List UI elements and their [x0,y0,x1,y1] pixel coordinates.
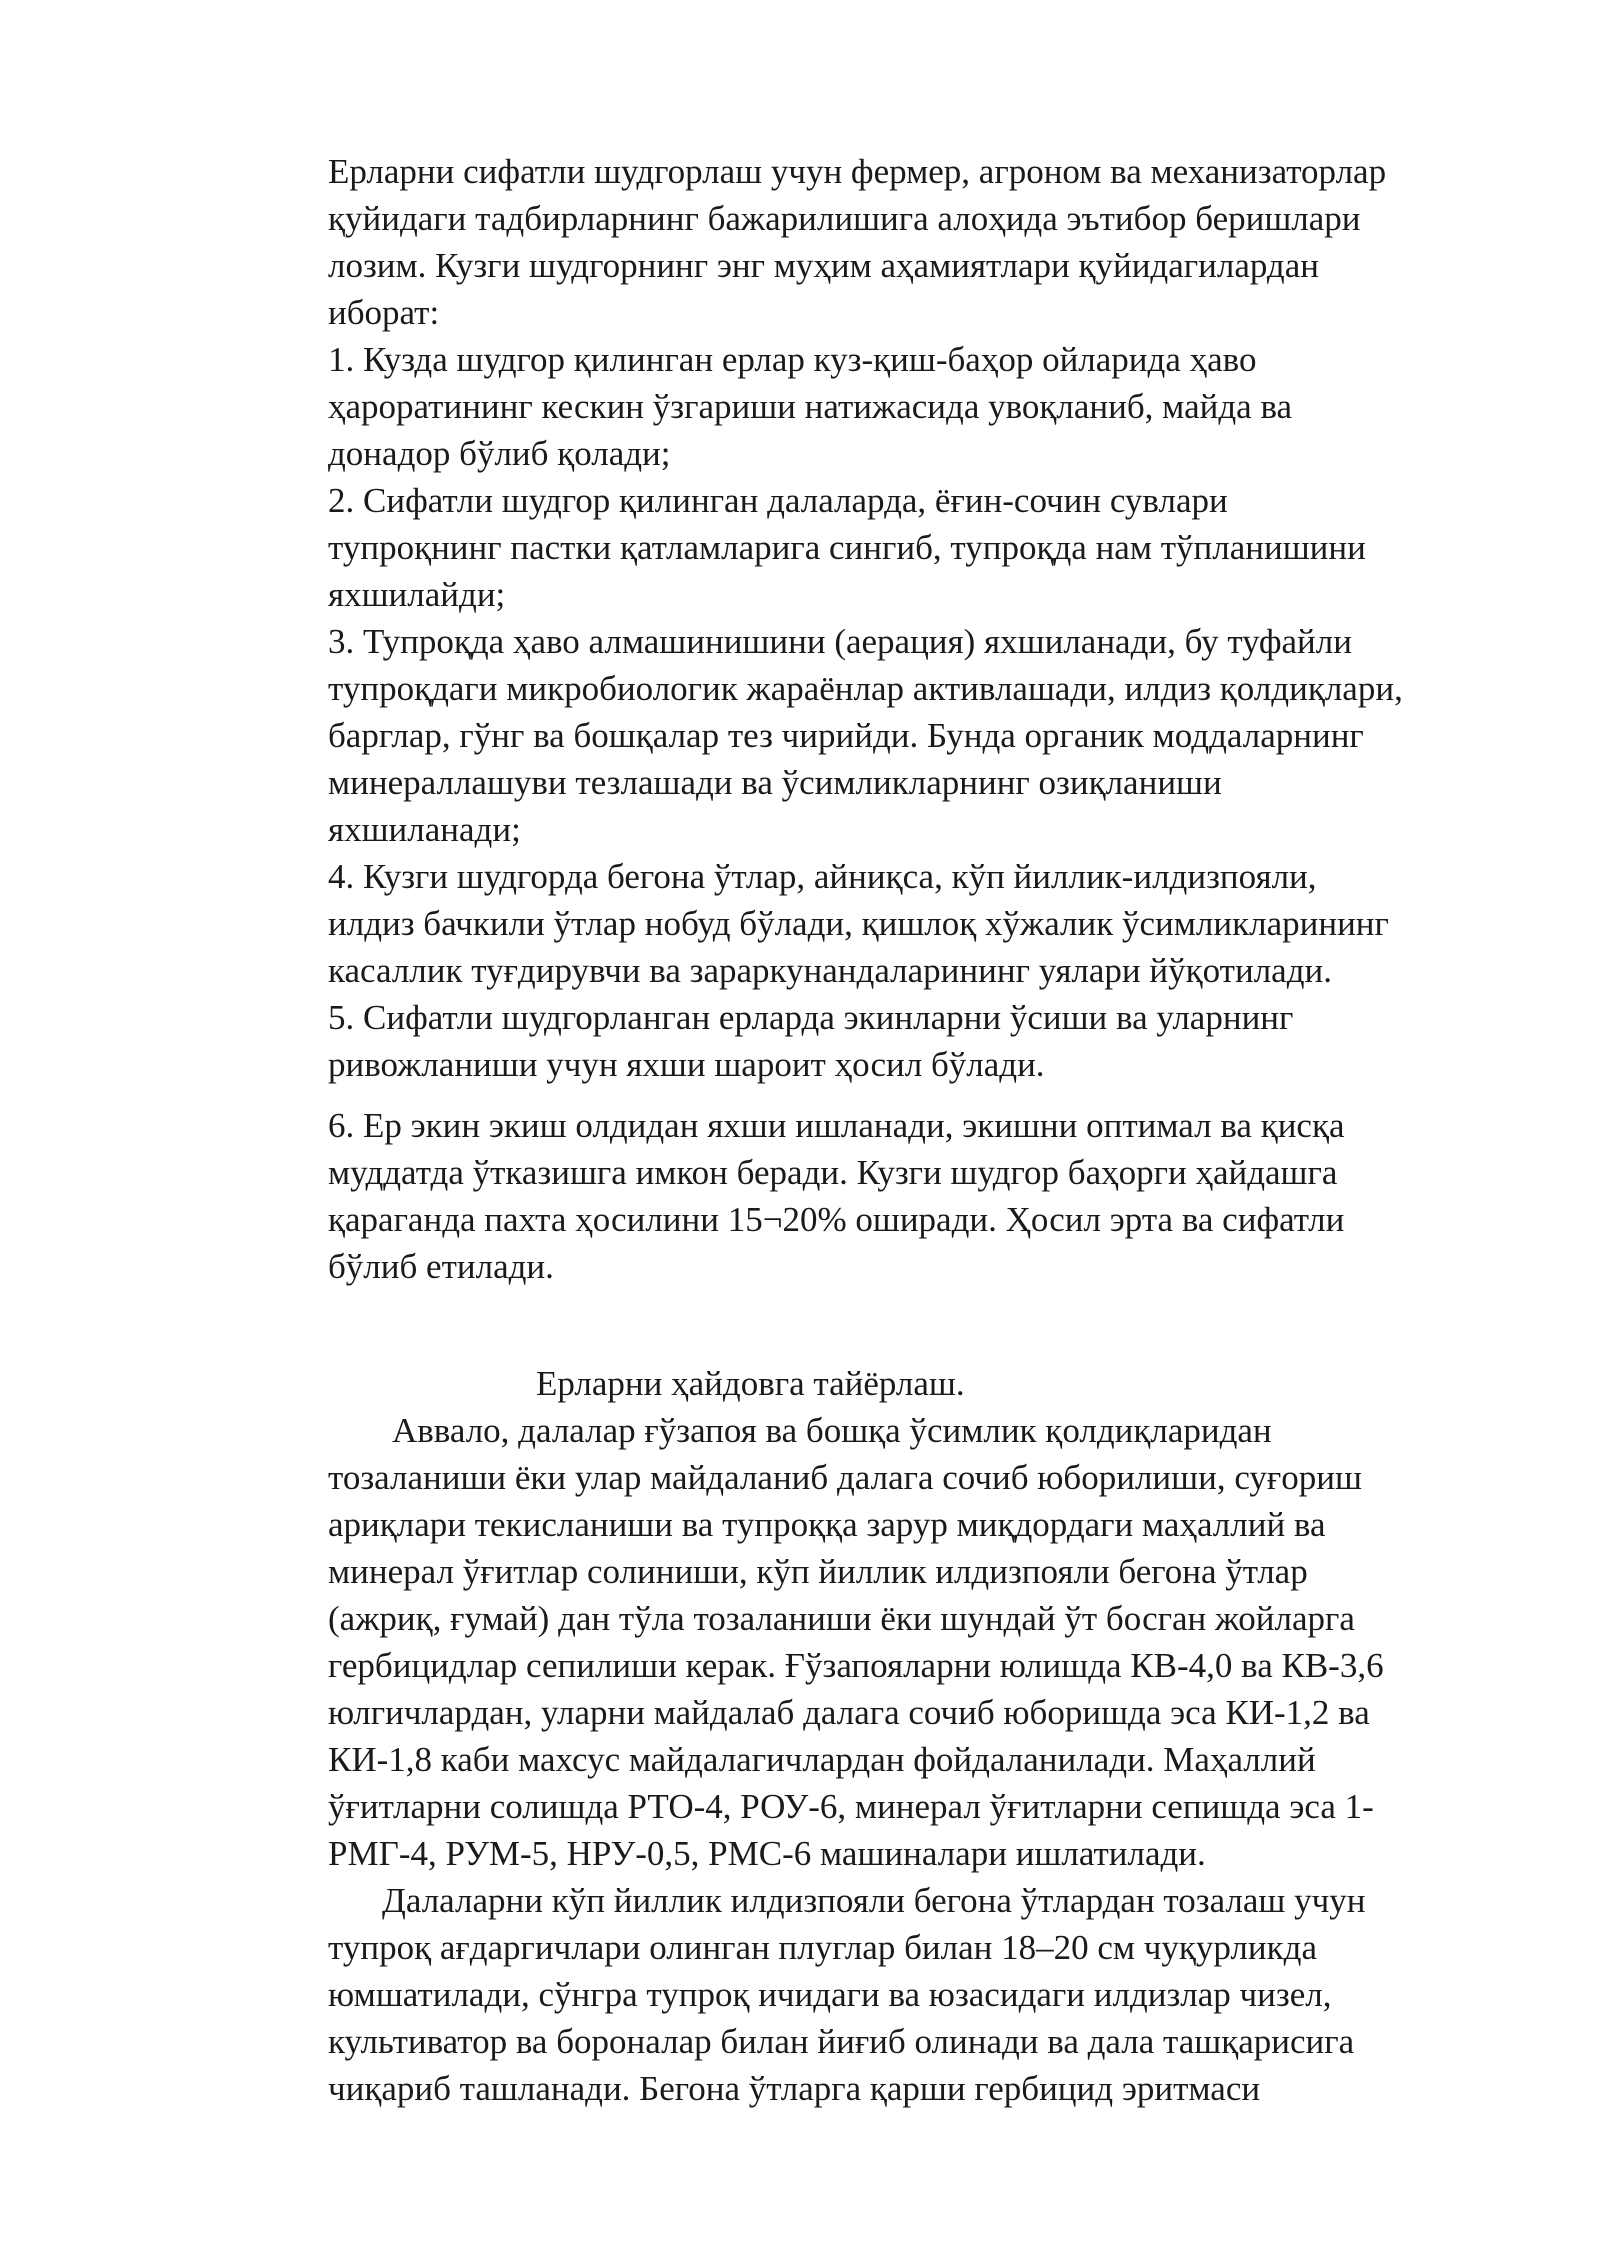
intro-and-numbered-list: Ерларни сифатли шудгорлаш учун фермер, агроном ва механизаторлар қуйидаги тадбирларнинг бажарилишига алоҳида эътибор беришлари лозим. Кузги шудгорнинг энг муҳим аҳамиятлари қуйидагилардан иборат: 1. Кузда шудгор қилинган ерлар куз-қиш-баҳор ойларида ҳаво ҳароратининг кескин ўзгариши натижасида увоқланиб, майда ва донадор бўлиб қолади; 2. Сифатли шудгор қилинган далаларда, ёғин-сочин сувлари тупроқнинг пастки қатламларига сингиб, тупроқда нам тўпланишини яхшилайди; 3. Тупроқда ҳаво алмашинишини (аерация) яхшиланади, бу туфайли тупроқдаги микробиологик жараёнлар активлашади, илдиз қолдиқлари, барглар, гўнг ва бошқалар тез чирийди. Бунда органик моддаларнинг минераллашуви тезлашади ва ўсимликларнинг озиқланиши яхшиланади; 4. Кузги шудгорда бегона ўтлар, айниқса, кўп йиллик-илдизпояли, илдиз бачкили ўтлар нобуд бўлади, қишлоқ хўжалик ўсимликларининг касаллик туғдирувчи ва зараркунандаларининг уялари йўқотилади. 5. Сифатли шудгорланган ерларда экинларни ўсиши ва уларнинг ривожланиши учун яхши шароит ҳосил бўлади. [328,152,1403,1084]
list-item-6: 6. Ер экин экиш олдидан яхши ишланади, экишни оптимал ва қисқа муддатда ўтказишга имкон беради. Кузги шудгор баҳорги ҳайдашга қараганда пахта ҳосилини 15¬20% оширади. Ҳосил эрта ва сифатли бўлиб етилади. [328,1106,1345,1286]
section-title: Ерларни ҳайдовга тайёрлаш. [536,1364,965,1403]
spacer [328,1290,1508,1360]
document-page [328,148,1508,2112]
paragraph-preparation: Аввало, далалар ғўзапоя ва бошқа ўсимлик қолдиқларидан тозаланиши ёки улар майдаланиб далага сочиб юборилиши, суғориш ариқлари текисланиши ва тупроққа зарур миқдордаги маҳаллий ва минерал ўғитлар солиниши, кўп йиллик илдизпояли бегона ўтлар (ажриқ, ғумай) дан тўла тозаланиши ёки шундай ўт босган жойларга гербицидлар сепилиши керак. Ғўзапояларни юлишда КВ-4,0 ва КВ-3,6 юлгичлардан, уларни майдалаб далага сочиб юборишда эса КИ-1,2 ва КИ-1,8 каби махсус майдалагичлардан фойдаланилади. Маҳаллий ўғитларни солишда РТО-4, РОУ-6, минерал ўғитларни сепишда эса 1- РМГ-4, РУМ-5, НРУ-0,5, РМС-6 машиналари ишлатилади. [328,1411,1384,1873]
paragraph-weed-cleaning: Далаларни кўп йиллик илдизпояли бегона ўтлардан тозалаш учун тупроқ ағдаргичлари олинган плуглар билан 18–20 см чуқурликда юмшатилади, сўнгра тупроқ ичидаги ва юзасидаги илдизлар чизел, культиватор ва бороналар билан йиғиб олинади ва дала ташқарисига чиқариб ташланади. Бегона ўтларга қарши гербицид эритмаси [328,1881,1366,2108]
spacer [328,1088,1508,1102]
